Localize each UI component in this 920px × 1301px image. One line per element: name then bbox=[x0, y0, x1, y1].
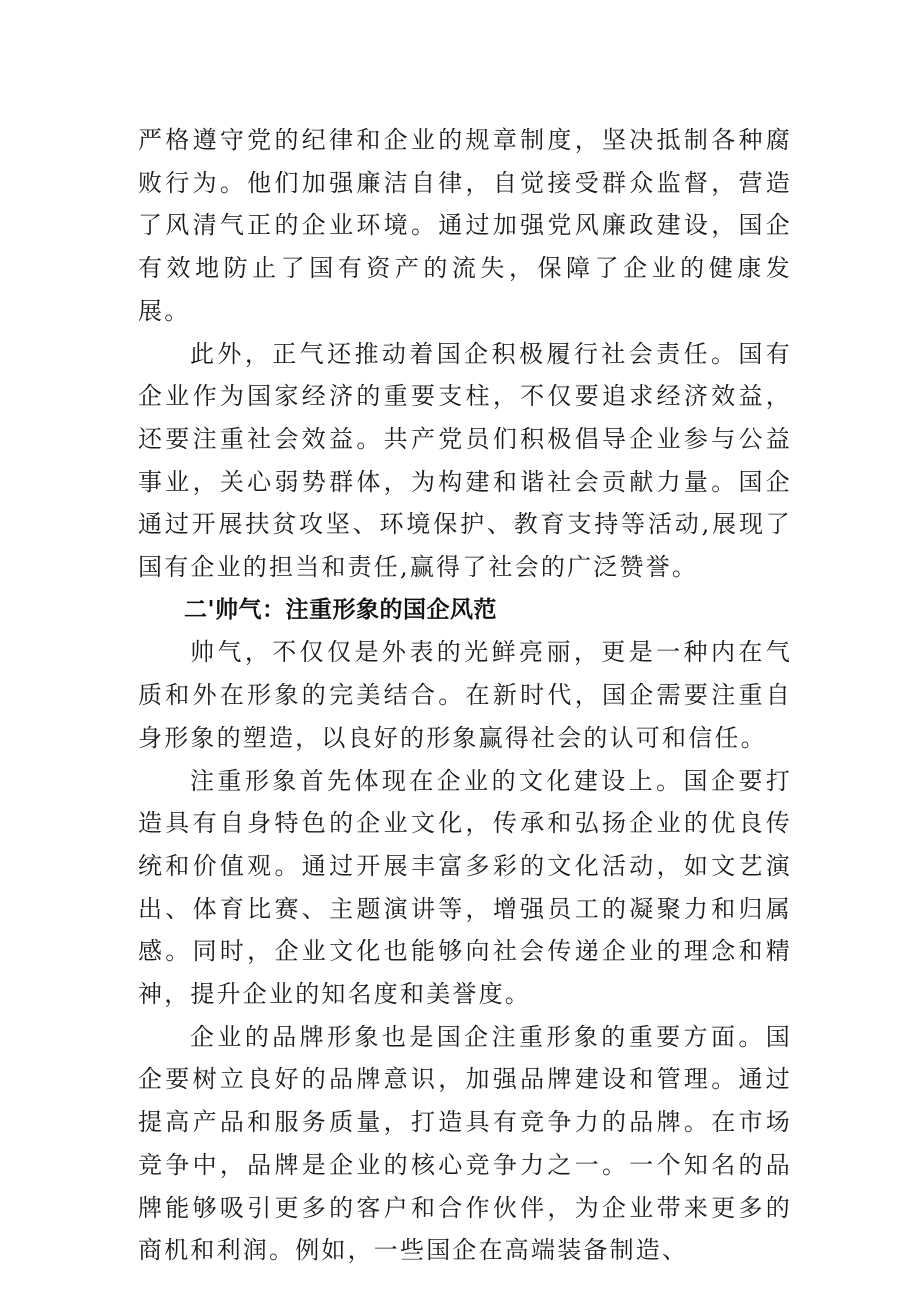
paragraph-corporate-culture: 注重形象首先体现在企业的文化建设上。国企要打造具有自身特色的企业文化，传承和弘扬企业的优良传统和价值观。通过开展丰富多彩的文化活动，如文艺演出、体育比赛、主题演讲等，增强员工的凝聚力和归属感。同时，企业文化也能够向社会传递企业的理念和精神，提升企业的知名度和美誉度。 bbox=[138, 766, 792, 1009]
section-heading: 二'帅气：注重形象的国企风范 bbox=[184, 596, 498, 623]
paragraph-social-responsibility: 此外，正气还推动着国企积极履行社会责任。国有企业作为国家经济的重要支柱，不仅要追求经济效益，还要注重社会效益。共产党员们积极倡导企业参与公益事业，关心弱势群体，为构建和谐社会贡献力量。国企通过开展扶贫攻坚、环境保护、教育支持等活动,展现了国有企业的担当和责任,赢得了社会的广泛赞誉。 bbox=[138, 339, 792, 582]
paragraph-image-intro: 帅气，不仅仅是外表的光鲜亮丽，更是一种内在气质和外在形象的完美结合。在新时代，国企需要注重自身形象的塑造，以良好的形象赢得社会的认可和信任。 bbox=[138, 638, 792, 752]
document-body bbox=[138, 119, 792, 1272]
paragraph-brand-image: 企业的品牌形象也是国企注重形象的重要方面。国企要树立良好的品牌意识，加强品牌建设和管理。通过提高产品和服务质量，打造具有竞争力的品牌。在市场竞争中，品牌是企业的核心竞争力之一。一个知名的品牌能够吸引更多的客户和合作伙伴，为企业带来更多的商机和利润。例如，一些国企在高端装备制造、 bbox=[138, 1022, 792, 1265]
paragraph-discipline: 严格遵守党的纪律和企业的规章制度，坚决抵制各种腐败行为。他们加强廉洁自律，自觉接受群众监督，营造了风清气正的企业环境。通过加强党风廉政建设，国企有效地防止了国有资产的流失，保障了企业的健康发展。 bbox=[138, 126, 792, 325]
